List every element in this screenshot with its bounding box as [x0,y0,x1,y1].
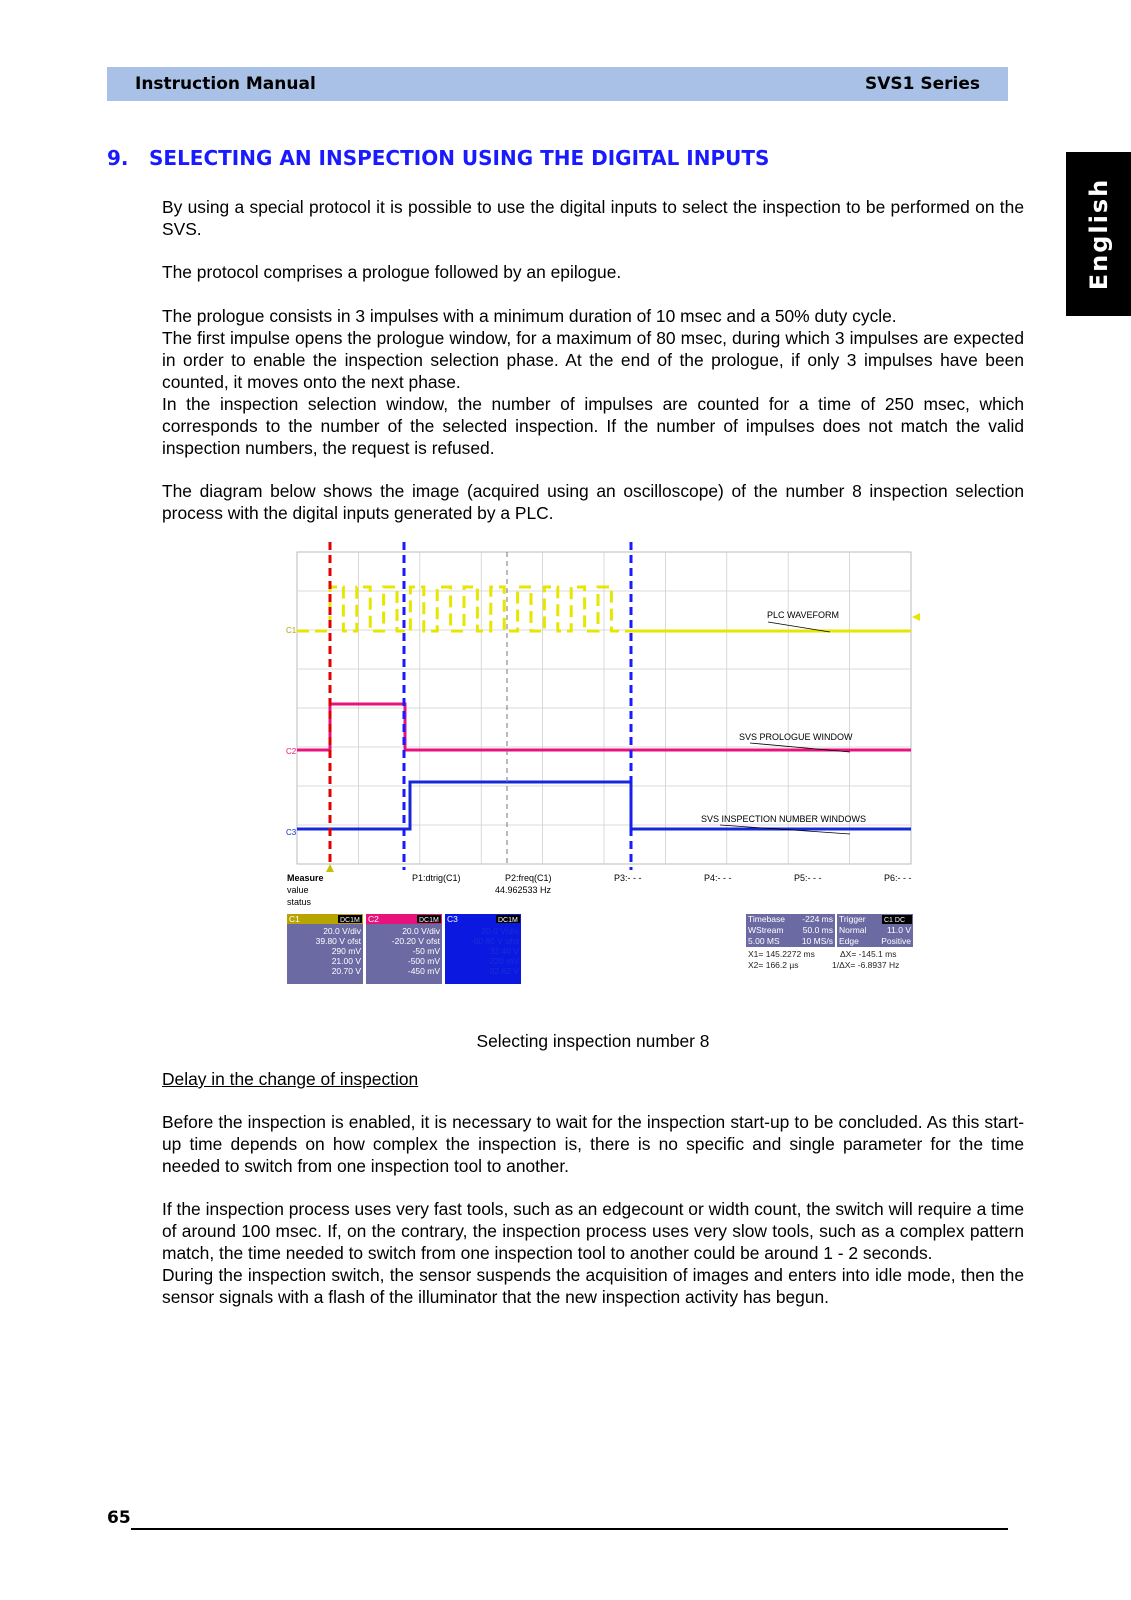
channel2-box [366,914,442,984]
paragraph: The protocol comprises a prologue followed by an epilogue. [162,262,622,282]
paragraph: Before the inspection is enabled, it is necessary to wait for the inspection start-up to be concluded. As this start-up time depends on how complex the inspection is, there is no specific and single parameter for the time needed to switch from one inspection tool to another. [162,1112,1024,1176]
diagram-intro-text [162,480,1024,524]
channel2-line: 20.0 V/div [402,926,440,936]
channel1-line: 21.00 V [331,956,361,966]
protocol-text [162,261,1024,283]
channel3-line: -220 mV [486,956,519,966]
oscilloscope-figure [286,552,930,992]
channel2-line: -500 mV [407,956,440,966]
paragraph: By using a special protocol it is possible to use the digital inputs to select the inspection to be performed on the SVS. [162,197,1024,239]
measure-param: P4:- - - [704,873,732,883]
figure-caption: Selecting inspection number 8 [476,1031,710,1051]
channel3-line: 20.0 V/div [481,926,519,936]
measure-row-label: Measure [287,873,324,883]
measure-param: P2:freq(C1) [505,873,552,883]
c3-marker: C3 [286,828,297,837]
header-series: SVS1 Series [864,74,980,94]
footer-rule [131,1528,1008,1530]
channel3-box [445,914,521,984]
measure-param: P6:- - - [884,873,912,883]
channel1-box [287,914,363,984]
channel2-line: -50 mV [412,946,440,956]
section-number: 9. [107,146,129,170]
paragraph: If the inspection process uses very fast tools, such as an edgecount or width count, the switch will require a time of around 100 msec. If, on the contrary, the inspection process uses very slow tools, such as a complex pattern match, the time needed to switch from one inspection tool to another could be around 1 - 2 seconds. [162,1199,1024,1263]
plc-waveform-label: PLC WAVEFORM [767,610,840,620]
measure-row-label: value [287,885,309,895]
trigger-level-marker [912,613,920,621]
channel3-name: C3 [447,914,458,924]
language-tab [1066,152,1131,316]
measure-param: P1:dtrig(C1) [412,873,461,883]
c2-marker: C2 [286,747,297,756]
measure-row-label: status [287,897,312,907]
timebase-cell: Trigger [839,914,866,924]
channel1-line: 20.70 V [331,966,361,976]
channel1-name: C1 [289,914,300,924]
trigger-position-marker [326,864,334,872]
paragraph: The prologue consists in 3 impulses with a minimum duration of 10 msec and a 50% duty cycle. [162,306,897,326]
channel1-line: 39.80 V ofst [315,936,361,946]
channel3-line: 32.40 V [489,946,519,956]
measure-param: P5:- - - [794,873,822,883]
paragraph: In the inspection selection window, the number of impulses are counted for a time of 250 msec, which corresponds to the number of the selected inspection. If the number of impulses does not match the valid inspection numbers, the request is refused. [162,394,1024,458]
timebase-cell: Normal [839,925,867,935]
intro-text [162,196,1024,240]
timebase-cell: 50.0 ms [802,925,833,935]
measure-param-value: 44.962533 Hz [495,885,552,895]
number-windows-label: SVS INSPECTION NUMBER WINDOWS [701,814,867,824]
timebase-cell: Timebase [748,914,786,924]
page-number: 65 [107,1508,131,1528]
timebase-cell: 5.00 MS [748,936,780,946]
timebase-cell: C1 DC [884,917,906,924]
startup-text [162,1111,1024,1177]
prologue-window-label: SVS PROLOGUE WINDOW [739,732,853,742]
c1-marker: C1 [286,626,297,635]
channel1-line: 290 mV [331,946,361,956]
channel3-line: -60.80 V ofst [470,936,519,946]
channel2-coupling: DC1M [419,917,439,924]
header-bar [107,67,1008,101]
timebase-cell: Positive [881,936,911,946]
channel3-line: -32.62 V [486,966,519,976]
cursor-readout: X1= 145.2272 ms [748,949,815,959]
timebase-cell: Edge [839,936,859,946]
channel2-name: C2 [368,914,379,924]
timebase-cell: 10 MS/s [801,936,833,946]
timebase-cell: 11.0 V [887,925,911,935]
paragraph: The diagram below shows the image (acquired using an oscilloscope) of the number 8 inspection selection process with the digital inputs generated by a PLC. [162,481,1024,523]
language-label: English [1084,177,1113,291]
channel1-coupling: DC1M [340,917,360,924]
section-title: SELECTING AN INSPECTION USING THE DIGITAL INPUTS [149,146,770,170]
timebase-cell: -224 ms [802,914,833,924]
paragraph: The first impulse opens the prologue window, for a maximum of 80 msec, during which 3 impulses are expected in order to enable the inspection selection phase. At the end of the prologue, if only 3 impulses have been counted, it moves onto the next phase. [162,328,1024,392]
cursor-readout: X2= 166.2 µs [748,960,799,970]
channel2-line: -450 mV [407,966,440,976]
channel1-line: 20.0 V/div [323,926,361,936]
section-heading [107,146,769,170]
switch-time-text [162,1198,1024,1308]
measure-param: P3:- - - [614,873,642,883]
cursor-readout: 1/ΔX= -6.8937 Hz [832,960,900,970]
timebase-box [746,914,913,970]
timebase-cell: WStream [748,925,784,935]
header-title: Instruction Manual [135,74,316,94]
cursor-readout: ΔX= -145.1 ms [840,949,897,959]
delay-heading-block [162,1068,1024,1090]
channel3-coupling: DC1M [498,917,518,924]
paragraph: During the inspection switch, the sensor suspends the acquisition of images and enters into idle mode, then the sensor signals with a flash of the illuminator that the new inspection activity has begun. [162,1265,1024,1307]
channel2-line: -20.20 V ofst [391,936,440,946]
delay-heading: Delay in the change of inspection [162,1069,419,1089]
prologue-text [162,305,1024,459]
